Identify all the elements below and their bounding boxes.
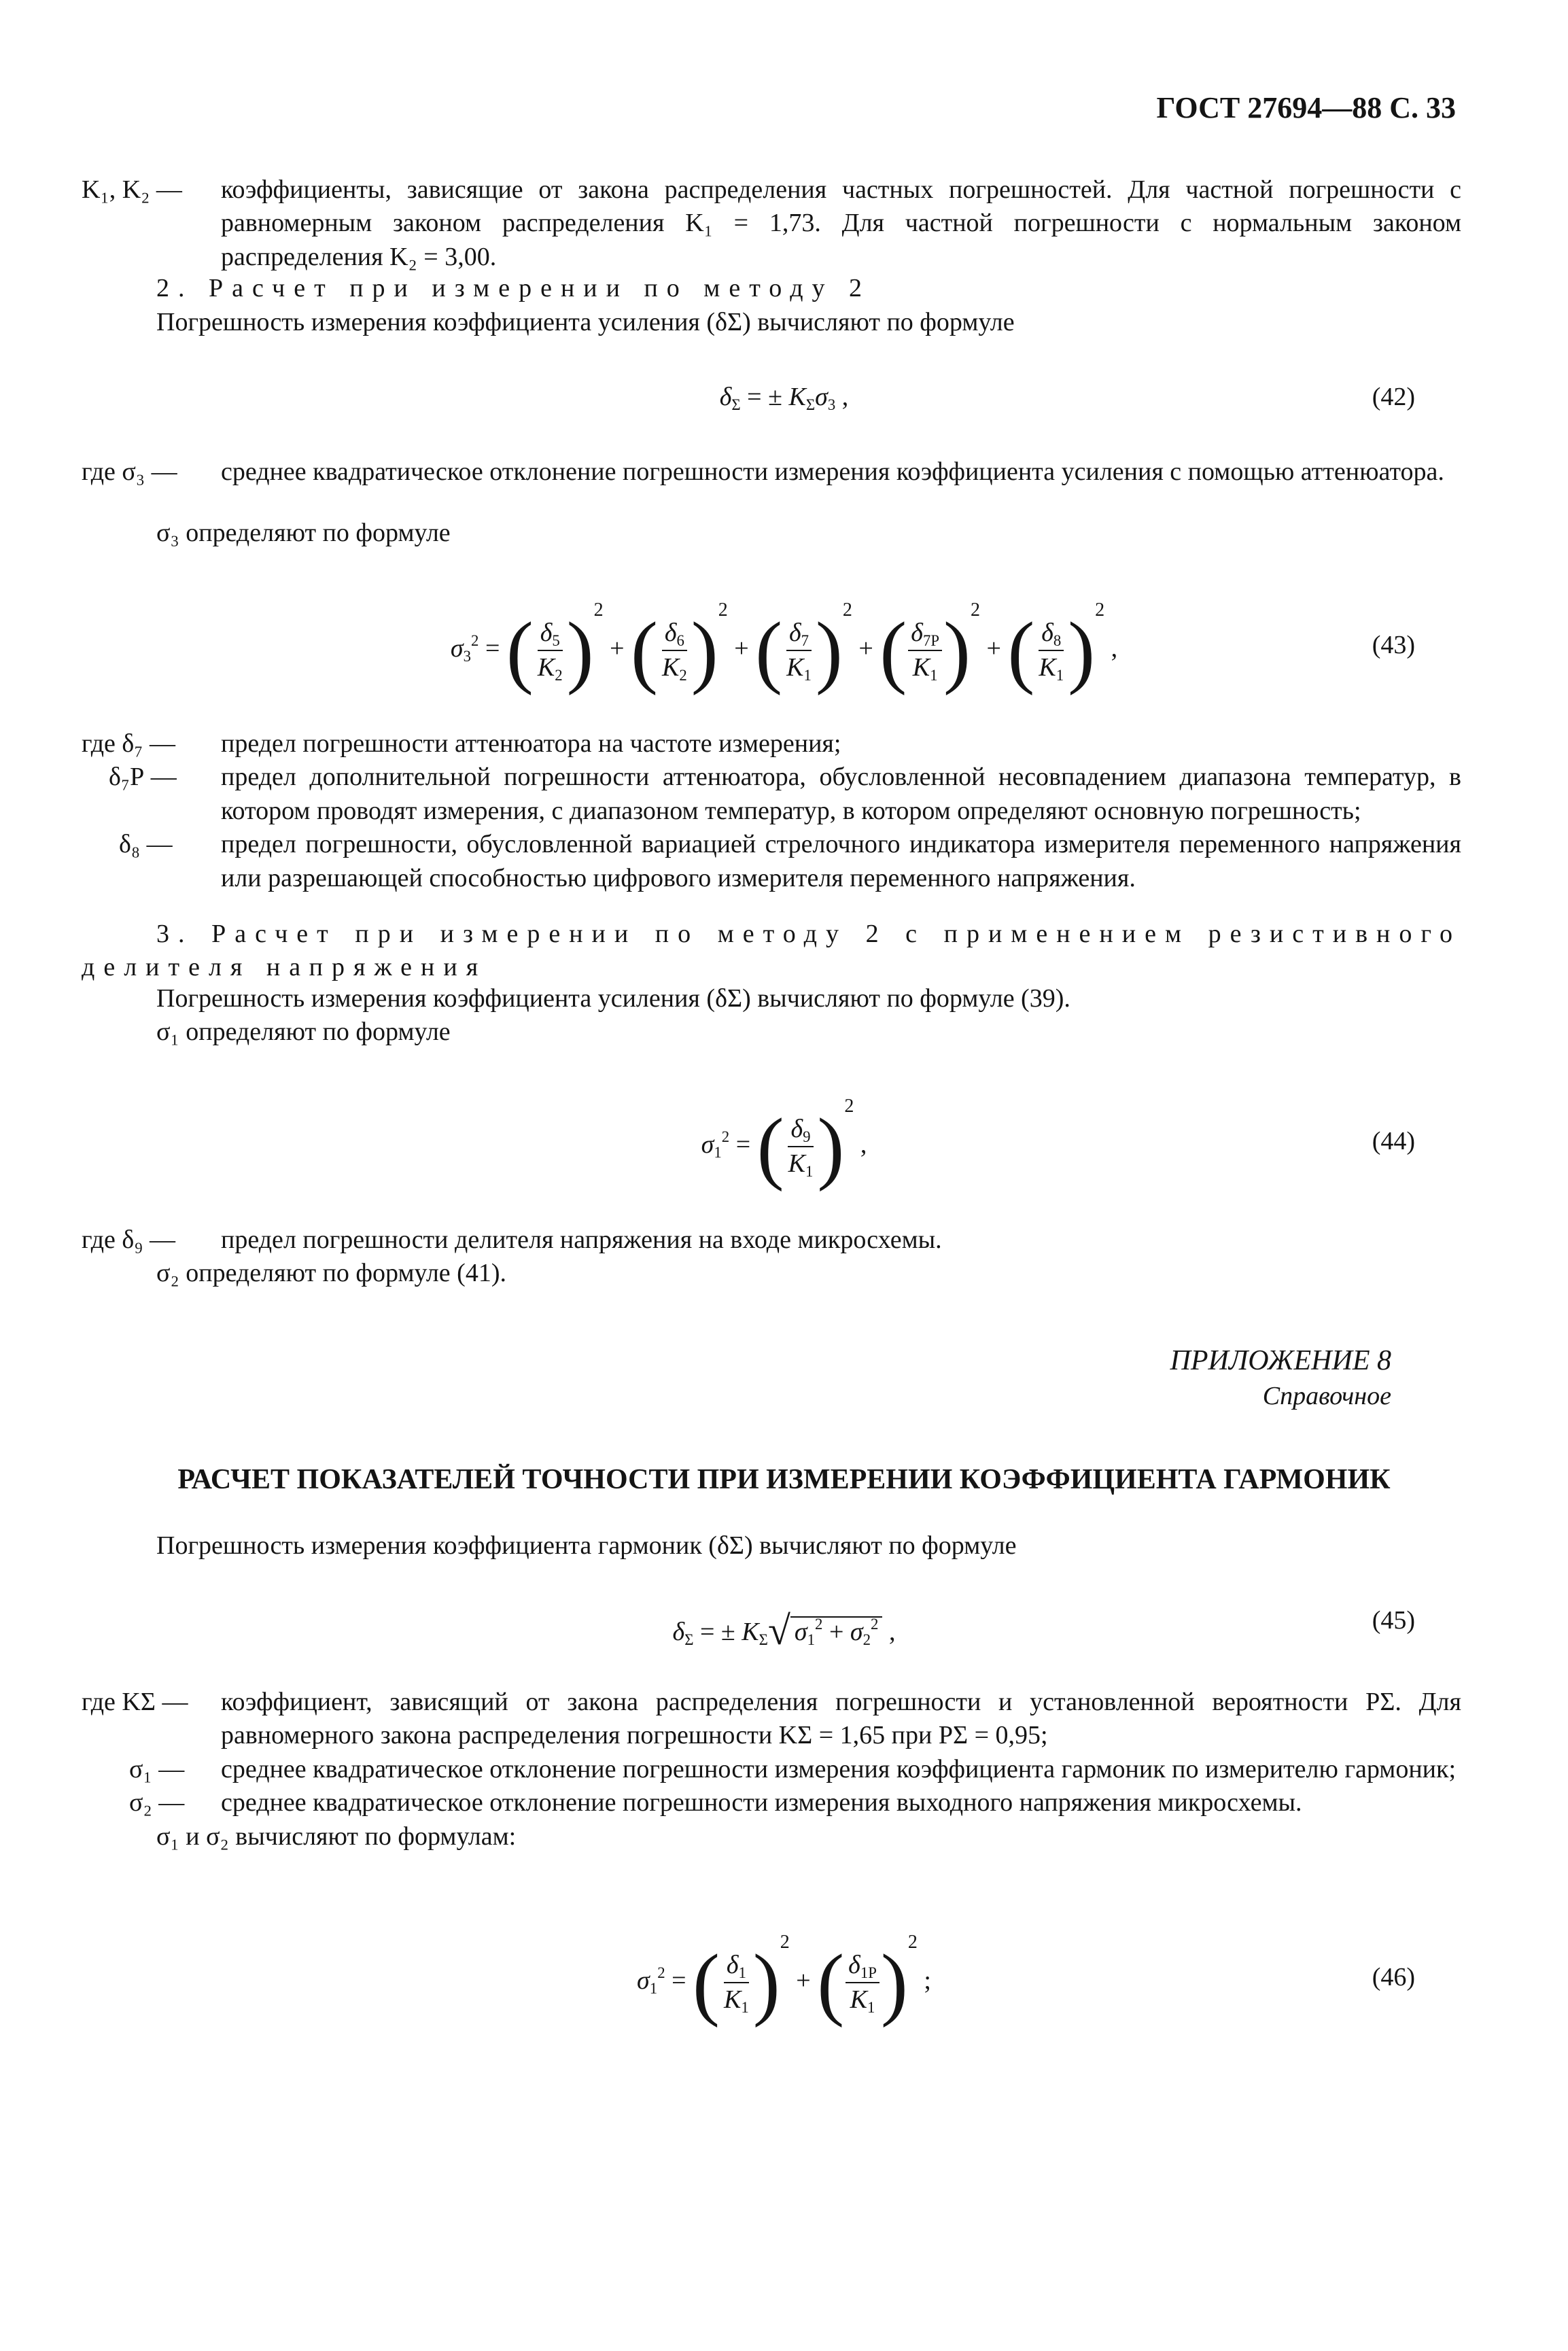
definition-d7: где δ₇ — предел погрешности аттенюатора на частоте измерения; [82, 729, 841, 758]
paragraph-sigma3-def: где σ₃ — среднее квадратическое отклонение погрешности измерения коэффициента усиления с помощью аттенюатора. [82, 457, 1444, 486]
term-definition: коэффициенты, зависящие от закона распределения частных погрешностей. Для частной погрешности с равномерным законом распределения K₁ = 1,73. Для частной погрешности с нормальным законом распределения K₂ = 3,00. [221, 175, 1461, 271]
paragraph-sigma-formulas-intro: σ₁ и σ₂ вычисляют по формулам: [156, 1822, 517, 1851]
paragraph-harmonic-intro: Погрешность измерения коэффициента гармоник (δΣ) вычисляют по формуле [156, 1531, 1017, 1560]
paragraph-formula-intro: Погрешность измерения коэффициента усиления (δΣ) вычисляют по формуле [156, 308, 1015, 336]
equation-number-43: (43) [1372, 631, 1415, 659]
term-label: K₁, K₂ — [82, 175, 182, 204]
definition-sigma2: σ₂ — среднее квадратическое отклонение погрешности измерения выходного напряжения микросхемы. [129, 1788, 1302, 1817]
paragraph-sigma3-formula-intro: σ₃ определяют по формуле [156, 519, 451, 547]
equation-number-42: (42) [1372, 383, 1415, 411]
definition-d8: δ₈ — предел погрешности, обусловленной вариацией стрелочного индикатора измерителя переменного напряжения или разрешающей способностью цифрового измерителя переменного напряжения. [119, 830, 1461, 892]
definitions-list [82, 727, 1461, 895]
method2-heading: 2. Расчет при измерении по методу 2 [156, 274, 871, 302]
formula-45 [0, 1604, 1568, 1658]
page-header: ГОСТ 27694—88 С. 33 [1156, 91, 1456, 124]
method2-resistive-heading: 3. Расчет при измерении по методу 2 с применением резистивного делителя напряжения [82, 920, 1461, 982]
formula-43-body: $\sigma_3^2$ = ( $\frac{\delta_5}{K_2}$ )$^2$ + ( $\frac{\delta_6}{K_2}$ )$^2$ + ( $\frac{\delta_7}{K_1}$ )$^2$ + ( $\frac{\delta_{7P}}{K_1}$ )$^2$ + ( $\frac{\delta_8}{K_1}$ )$^2$ , [450, 599, 1118, 696]
paragraph-k1-k2 [82, 173, 1461, 274]
definition-sigma1: σ₁ — среднее квадратическое отклонение погрешности измерения коэффициента гармоник по измерителю гармоник; [129, 1754, 1457, 1783]
formula-42 [0, 381, 1568, 421]
equation-number-45: (45) [1372, 1606, 1415, 1635]
formula-46-body: $\sigma_1^2$ = ( $\frac{\delta_1}{K_1}$ )$^2$ + ( $\frac{\delta_{1P}}{K_1}$ )$^2$ ; [637, 1932, 931, 2028]
definition-d9: где δ₉ — предел погрешности делителя напряжения на входе микросхемы. σ₂ определяют по формуле (41). [82, 1225, 942, 1288]
appendix-label: ПРИЛОЖЕНИЕ 8 Справочное [1170, 1345, 1391, 1410]
definition-k-sigma: где KΣ — коэффициент, зависящий от закона распределения погрешности и установленной вероятности PΣ. Для равномерного закона распределения погрешности KΣ = 1,65 при PΣ = 0,95; [82, 1688, 1461, 1750]
formula-43 [0, 591, 1568, 700]
equation-number-46: (46) [1372, 1963, 1415, 1991]
formula-45-body: $\delta_\Sigma$ = ± $K_\Sigma√$ $\sigma_1^2 + \sigma_2^2$ , [672, 1608, 896, 1653]
formula-42-body: $\delta_\Sigma$ = ± $K_\Sigma\sigma_3$ , [719, 383, 849, 413]
formula-44-body: $\sigma_1^2$ = ( $\frac{\delta_9}{K_1}$ )$^2$ , [701, 1096, 867, 1192]
definition-d7p: δ₇Р — предел дополнительной погрешности аттенюатора, обусловленной несовпадением диапазона температур, в котором проводят измерения, с диапазоном температур, в котором определяют основную погрешность; [109, 763, 1461, 825]
formula-44 [0, 1087, 1568, 1196]
formula-46 [0, 1923, 1568, 2032]
equation-number-44: (44) [1372, 1127, 1415, 1155]
definitions-harmonic [82, 1686, 1461, 1853]
section-title: РАСЧЕТ ПОКАЗАТЕЛЕЙ ТОЧНОСТИ ПРИ ИЗМЕРЕНИИ КОЭФФИЦИЕНТА ГАРМОНИК [177, 1464, 1391, 1495]
paragraph-39-ref: Погрешность измерения коэффициента усиления (δΣ) вычисляют по формуле (39). σ₁ определяют по формуле [156, 984, 1070, 1047]
